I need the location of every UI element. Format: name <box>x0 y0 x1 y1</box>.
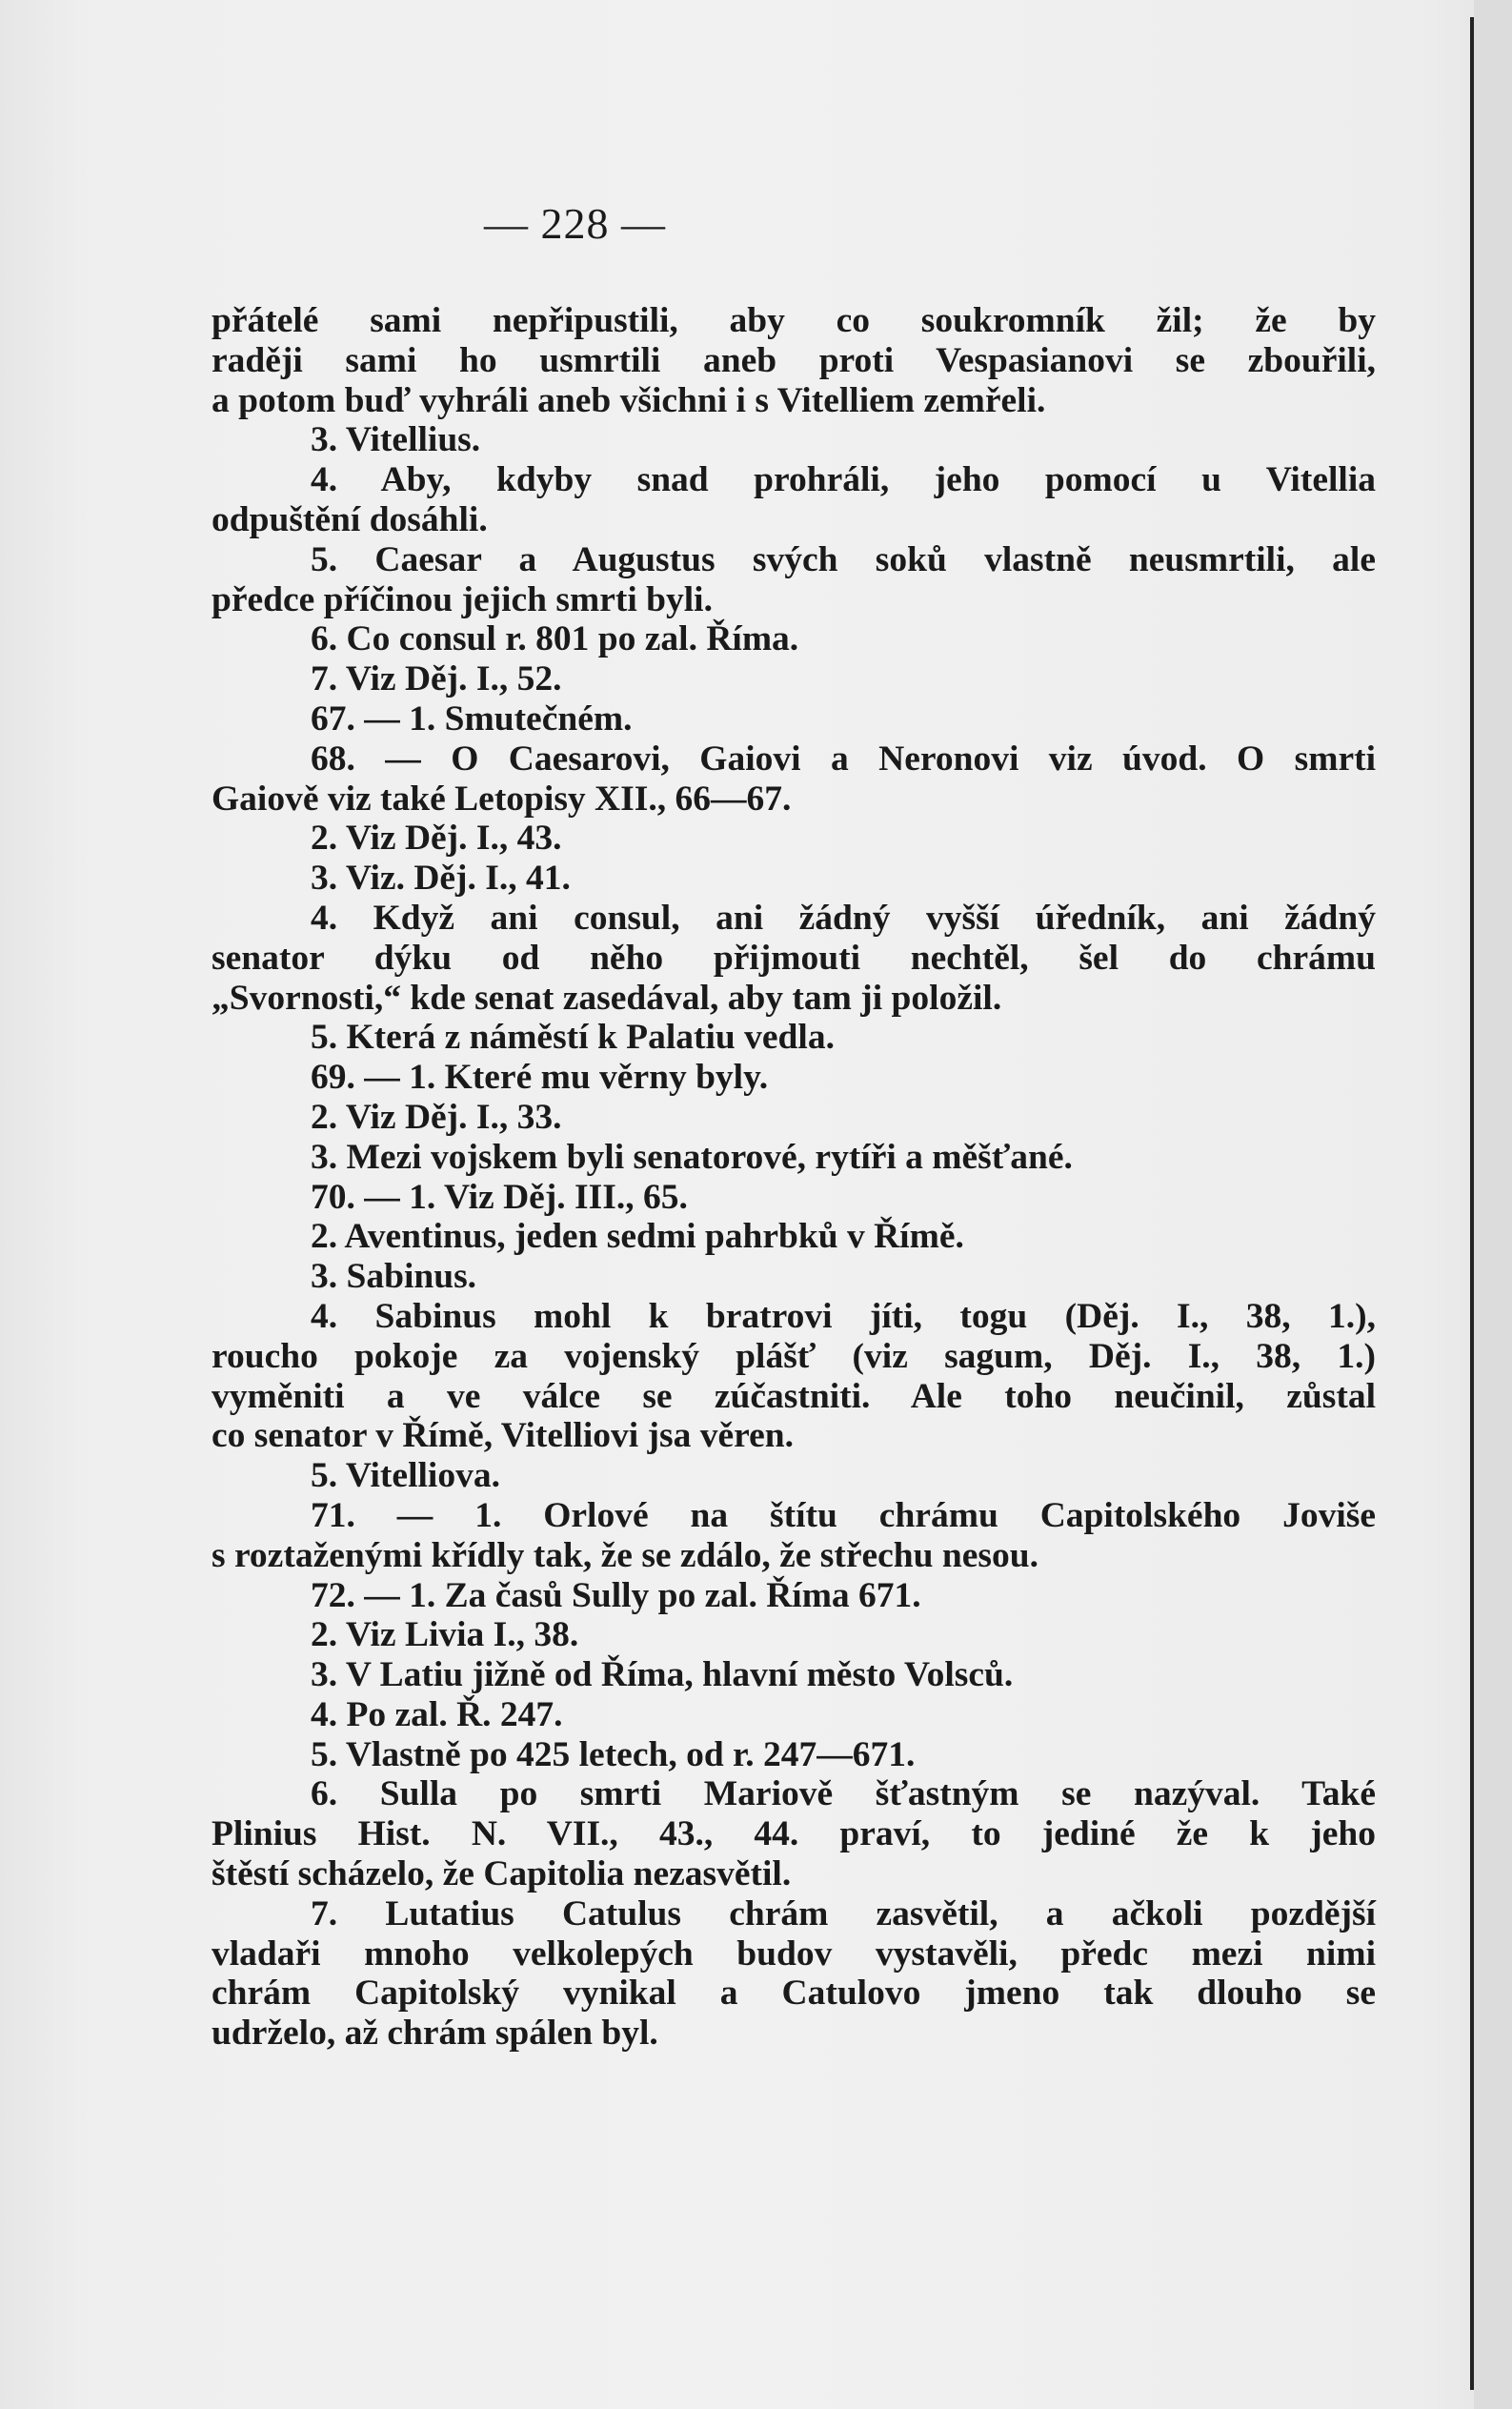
text-line: vladaři mnoho velkolepých budov vystavěli, předc mezi nimi <box>212 1933 1376 1974</box>
text-line: 6. Sulla po smrti Mariově šťastným se nazýval. Také <box>311 1774 1376 1814</box>
text-line: 2. Aventinus, jeden sedmi pahrbků v Římě. <box>311 1217 964 1257</box>
text-line: Gaiově viz také Letopisy XII., 66—67. <box>212 779 792 819</box>
text-line: co senator v Římě, Vitelliovi jsa věren. <box>212 1416 795 1456</box>
text-line: 4. Sabinus mohl k bratrovi jíti, togu (Děj. I., 38, 1.), <box>311 1296 1376 1336</box>
text-line: raději sami ho usmrtili aneb proti Vespasianovi se zbouřili, <box>212 340 1376 380</box>
text-line: 6. Co consul r. 801 po zal. Říma. <box>311 619 799 659</box>
text-line: 2. Viz Děj. I., 43. <box>311 819 562 859</box>
text-line: 3. V Latiu jižně od Říma, hlavní město Volsců. <box>311 1655 1014 1695</box>
text-line: 3. Mezi vojskem byli senatorové, rytíři a měšťané. <box>311 1137 1073 1177</box>
text-line: udrželo, až chrám spálen byl. <box>212 2014 658 2054</box>
text-line: předce příčinou jejich smrti byli. <box>212 579 713 619</box>
text-line: 3. Vitellius. <box>311 420 481 460</box>
text-line: 70. — 1. Viz Děj. III., 65. <box>311 1177 688 1217</box>
text-line: 68. — O Caesarovi, Gaiovi a Neronovi viz úvod. O smrti <box>311 739 1376 779</box>
text-line: 4. Po zal. Ř. 247. <box>311 1694 563 1734</box>
text-line: 7. Viz Děj. I., 52. <box>311 659 562 699</box>
text-line: přátelé sami nepřipustili, aby co soukromník žil; že by <box>212 301 1376 340</box>
text-line: odpuštění dosáhli. <box>212 499 488 539</box>
text-line: 4. Když ani consul, ani žádný vyšší úředník, ani žádný <box>311 898 1376 938</box>
text-line: vyměniti a ve válce se zúčastniti. Ale toho neučinil, zůstal <box>212 1376 1376 1416</box>
text-line: 67. — 1. Smutečném. <box>311 698 633 739</box>
text-line: chrám Capitolský vynikal a Catulovo jmeno tak dlouho se <box>212 1974 1376 2014</box>
text-line: 69. — 1. Které mu věrny byly. <box>311 1058 769 1098</box>
body-text <box>212 301 1376 2054</box>
text-line: 5. Caesar a Augustus svých soků vlastně neusmrtili, ale <box>311 539 1376 579</box>
text-line: 2. Viz Livia I., 38. <box>311 1615 579 1655</box>
text-line: 3. Sabinus. <box>311 1257 477 1297</box>
text-line: 4. Aby, kdyby snad prohráli, jeho pomocí u Vitellia <box>311 460 1376 500</box>
text-line: 5. Která z náměstí k Palatiu vedla. <box>311 1018 835 1058</box>
text-line: 5. Vitelliova. <box>311 1456 500 1496</box>
text-line: štěstí scházelo, že Capitolia nezasvětil. <box>212 1854 792 1894</box>
text-line: 3. Viz. Děj. I., 41. <box>311 859 571 899</box>
text-line: 71. — 1. Orlové na štítu chrámu Capitolského Joviše <box>311 1495 1376 1535</box>
text-line: 2. Viz Děj. I., 33. <box>311 1097 562 1137</box>
text-line: s roztaženými křídly tak, že se zdálo, že střechu nesou. <box>212 1535 1038 1575</box>
text-line: „Svornosti,“ kde senat zasedával, aby tam ji položil. <box>212 978 1002 1018</box>
text-line: senator dýku od něho přijmouti nechtěl, šel do chrámu <box>212 938 1376 978</box>
text-line: roucho pokoje za vojenský plášť (viz sagum, Děj. I., 38, 1.) <box>212 1336 1376 1376</box>
text-line: 7. Lutatius Catulus chrám zasvětil, a ačkoli pozdější <box>311 1893 1376 1933</box>
text-line: 72. — 1. Za časů Sully po zal. Říma 671. <box>311 1575 921 1615</box>
text-line: 5. Vlastně po 425 letech, od r. 247—671. <box>311 1734 916 1774</box>
page-edge-margin <box>1474 0 1512 2409</box>
text-line: Plinius Hist. N. VII., 43., 44. praví, to jediné že k jeho <box>212 1814 1376 1854</box>
text-line: a potom buď vyhráli aneb všichni i s Vitelliem zemřeli. <box>212 380 1046 420</box>
page-number: — 228 — <box>484 199 666 248</box>
